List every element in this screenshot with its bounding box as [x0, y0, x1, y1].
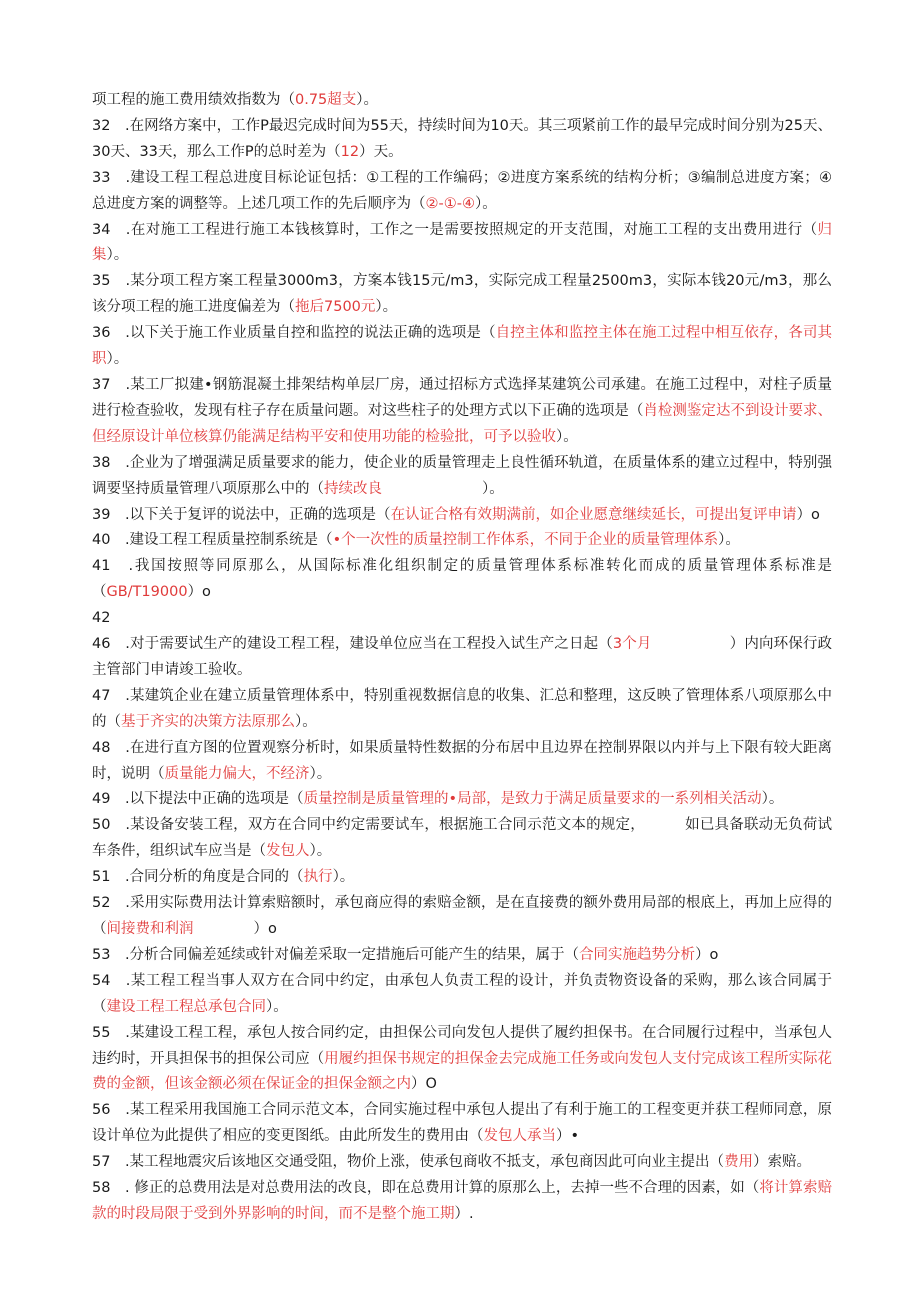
question-text: 48 .在进行直方图的位置观察分析时，如果质量特性数据的分布居中且边界在控制界限以内并与上下限有较大距离时，说明（ [92, 739, 832, 782]
answer-text: 0.75超支 [295, 92, 357, 108]
question-item [92, 1021, 832, 1099]
question-item [92, 503, 832, 529]
question-item [92, 451, 832, 503]
question-text: 项工程的施工费用绩效指数为（ [92, 92, 295, 108]
question-item [92, 218, 832, 270]
question-item [92, 891, 832, 943]
question-text: ）。 [309, 843, 332, 860]
question-text: ）。 [761, 791, 784, 808]
question-item [92, 114, 832, 166]
question-text: 如已具备联动无负荷试车条件，组织试车应当是（ [92, 817, 833, 860]
question-text: 53 .分析合同偏差延续或针对偏差采取一定措施后可能产生的结果，属于（ [92, 946, 580, 963]
question-item [92, 813, 832, 865]
answer-text: 将计算索赔款的时段局限于受到外界影响的时间，而不是整个施工期 [92, 1180, 833, 1222]
answer-text: 质量能力偏大，不经济 [164, 765, 310, 782]
question-item [92, 606, 832, 632]
question-text: 52 .采用实际费用法计算索赔额时，承包商应得的索赔金额，是在直接费的额外费用局部的根底上，再加上应得的（ [92, 895, 832, 937]
question-text: 55 .某建设工程工程，承包人按合同约定，由担保公司向发包人提供了履约担保书。在合同履行过程中，当承包人违约时，开具担保书的担保公司应（ [92, 1024, 832, 1067]
question-item [92, 373, 832, 451]
answer-text: 归集 [92, 221, 832, 264]
answer-text: 发包人 [266, 843, 310, 860]
question-text: 32 .在网络方案中，工作P最迟完成时间为55天，持续时间为10天。其三项紧前工作的最早完成时间分别为25天、30天、33天，那么工作P的总时差为（ [92, 117, 832, 160]
question-text: ）。 [295, 713, 317, 730]
question-text: 36 .以下关于施工作业质量自控和监控的说法正确的选项是（ [92, 325, 496, 342]
question-text: 37 .某工厂拟建•钢筋混凝土排架结构单层厂房，通过招标方式选择某建筑公司承建。在施工过程中，对柱子质量进行检查验收，发现有柱子存在质量问题。对这些柱子的处理方式以下正确的选项是（ [92, 376, 832, 419]
answer-text: 费用 [724, 1154, 754, 1171]
question-text: 40 .建设工程工程质量控制系统是（ [92, 532, 333, 549]
answer-text: 自控主体和监控主体在施工过程中相互依存，各司其职 [92, 325, 833, 368]
question-text: 47 .某建筑企业在建立质量管理体系中，特别重视数据信息的收集、汇总和整理，这反映了管理体系八项原那么中的（ [92, 687, 832, 730]
question-item [92, 943, 832, 969]
question-text: ）。 [106, 247, 129, 264]
question-text: 41 .我国按照等同原那么，从国际标准化组织制定的质量管理体系标准转化而成的质量管理体系标准是（ [92, 558, 832, 601]
question-text: 34 .在对施工工程进行施工本钱核算时，工作之一是需要按照规定的开支范围，对施工工程的支出费用进行（ [92, 221, 818, 238]
answer-text: 拖后7500元 [295, 299, 376, 316]
answer-text: 持续改良 [324, 480, 382, 497]
answer-text: 执行 [303, 869, 333, 886]
question-text: ）。 [375, 299, 398, 316]
question-text: 33 .建设工程工程总进度目标论证包括：①工程的工作编码；②进度方案系统的结构分析；③编制总进度方案；④总进度方案的调整等。上述几项工作的先后顺序为（ [92, 169, 832, 212]
answer-text: 肖检测鉴定达不到设计要求、但经原设计单位核算仍能满足结构平安和使用功能的检验批，可予以验收 [92, 402, 833, 445]
question-item [92, 684, 832, 736]
answer-text: •个一次性的质量控制工作体系，不同于企业的质量管理体系 [332, 532, 719, 549]
question-item [92, 865, 832, 891]
answer-text: 12 [340, 143, 360, 160]
question-item [92, 554, 832, 606]
answer-text: 发包人承当 [483, 1128, 556, 1145]
question-item [92, 787, 832, 813]
question-item [92, 632, 832, 684]
question-text: ）内向环保行政主管部门申请竣工验收。 [92, 636, 833, 678]
question-text: 38 .企业为了增强满足质量要求的能力，使企业的质量管理走上良性循环轨道，在质量体系的建立过程中，特别强调要坚持质量管理八项原那么中的（ [92, 454, 832, 497]
question-text: ）天。 [359, 143, 403, 160]
question-text: ）。 [474, 195, 497, 212]
answer-text: 3个月 [612, 636, 652, 653]
question-text: ）. [454, 1205, 474, 1222]
question-text: 58 . 修正的总费用法是对总费用法的改良，即在总费用计算的原那么上，去掉一些不合理的因素，如（ [92, 1180, 760, 1197]
question-text: ）。 [356, 92, 379, 108]
answer-text: 建设工程工程总承包合同 [106, 998, 266, 1015]
question-text: 39 .以下关于复评的说法中，正确的选项是（ [92, 506, 391, 523]
question-item [92, 269, 832, 321]
question-text: ）o [253, 921, 277, 937]
question-text: 46 .对于需要试生产的建设工程工程，建设单位应当在工程投入试生产之日起（ [92, 636, 613, 653]
document-page [92, 88, 832, 1228]
question-text: 56 .某工程采用我国施工合同示范文本，合同实施过程中承包人提出了有利于施工的工程变更并获工程师同意，原设计单位为此提供了相应的变更图纸。由此所发生的费用由（ [92, 1102, 832, 1145]
answer-text: 用履约担保书规定的担保金去完成施工任务或向发包人支付完成该工程所实际花费的金额，但该金额必须在保证金的担保金额之内 [92, 1050, 833, 1093]
question-text: 54 .某工程工程当事人双方在合同中约定，由承包人负责工程的设计，并负责物资设备的采购，那么该合同属于（ [92, 972, 832, 1015]
question-text: ）。 [482, 480, 504, 497]
question-item [92, 1150, 832, 1176]
question-text: ）o [796, 506, 820, 523]
question-item [92, 166, 832, 218]
question-text: ）。 [718, 532, 740, 549]
question-item [92, 969, 832, 1021]
question-text: 49 .以下提法中正确的选项是（ [92, 791, 304, 808]
answer-text: 间接费和利润 [106, 921, 194, 937]
answer-text: 质量控制是质量管理的•局部，是致力于满足质量要求的一系列相关活动 [303, 791, 762, 808]
answer-text: ②-①-④ [425, 195, 475, 212]
question-text: ）o [695, 946, 719, 963]
answer-text: 基于齐实的决策方法原那么 [121, 713, 295, 730]
question-text: ）O [411, 1076, 437, 1093]
question-text: ）。 [556, 428, 578, 445]
question-text: ）。 [332, 869, 355, 886]
question-text: ）。 [106, 351, 129, 368]
question-item [92, 736, 832, 788]
question-text: ）。 [309, 765, 332, 782]
question-text: 50 .某设备安装工程，双方在合同中约定需要试车，根据施工合同示范文本的规定， [92, 817, 645, 834]
answer-text: 在认证合格有效期满前，如企业愿意继续延长，可提出复评申请 [390, 506, 797, 523]
question-text: 57 .某工程地震灾后该地区交通受阻，物价上涨，使承包商收不抵支，承包商因此可向业主提出（ [92, 1154, 725, 1171]
question-item [92, 1176, 832, 1228]
question-text: ）• [556, 1128, 580, 1145]
question-text: 35 .某分项工程方案工程量3000m3，方案本钱15元/m3，实际完成工程量2500m3，实际本钱20元/m3，那么该分项工程的施工进度偏差为（ [92, 273, 832, 316]
question-item [92, 1098, 832, 1150]
question-text: 42 [92, 610, 111, 627]
question-text: ）。 [266, 998, 288, 1015]
question-text: ）o [187, 584, 211, 601]
question-item [92, 528, 832, 554]
question-text: ）索赔。 [753, 1154, 812, 1171]
answer-text: 合同实施趋势分析 [579, 946, 696, 963]
question-text: 51 .合同分析的角度是合同的（ [92, 869, 304, 886]
question-item [92, 88, 832, 114]
question-item [92, 321, 832, 373]
answer-text: GB/T19000 [106, 584, 188, 601]
